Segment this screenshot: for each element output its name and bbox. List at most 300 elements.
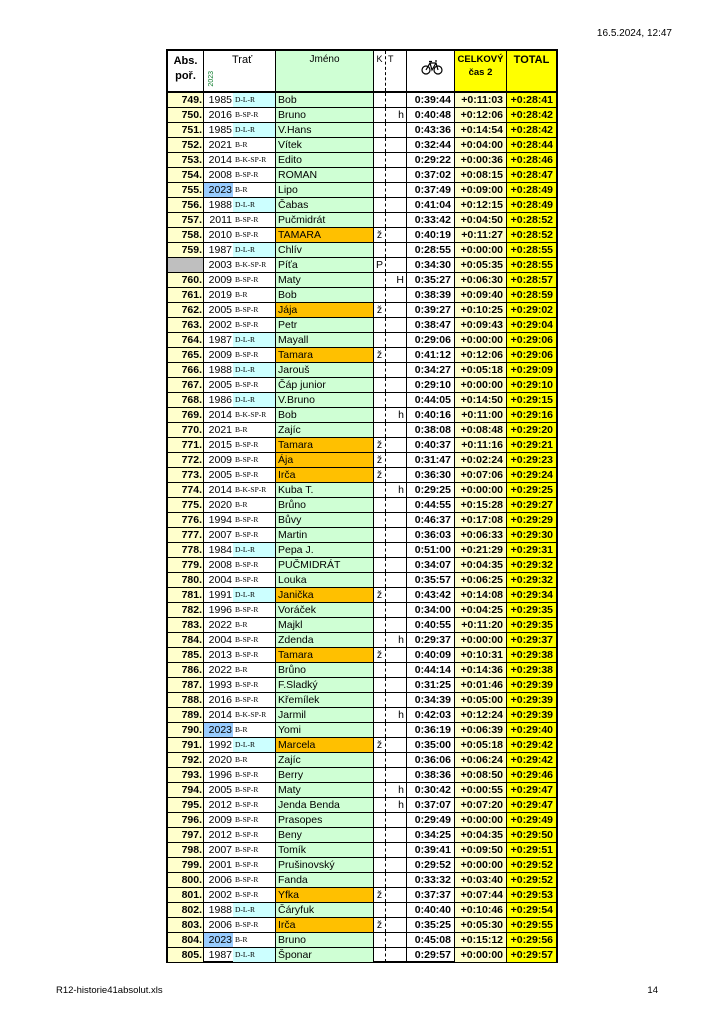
table-row <box>168 198 556 213</box>
position-cell: 753. <box>168 153 204 167</box>
celkovy-cell: +0:01:46 <box>455 678 507 692</box>
name-cell: Brůno <box>276 663 374 677</box>
name-cell: Bob <box>276 93 374 107</box>
table-row <box>168 633 556 648</box>
position-cell: 762. <box>168 303 204 317</box>
k-cell <box>374 633 386 647</box>
total-cell: +0:29:39 <box>507 708 556 722</box>
t-cell <box>386 918 407 932</box>
name-cell: Bob <box>276 288 374 302</box>
year-cell: 2009 <box>208 814 232 826</box>
year-cell: 2023 <box>204 183 233 197</box>
name-cell: Pučmidrát <box>276 213 374 227</box>
year-cell: 1985 <box>208 124 232 136</box>
year-cell: 1987 <box>208 334 232 346</box>
year-cell: 2014 <box>208 709 232 721</box>
table-row <box>168 243 556 258</box>
k-cell <box>374 138 386 152</box>
celkovy-cell: +0:10:46 <box>455 903 507 917</box>
header-total: TOTAL <box>507 51 556 91</box>
name-cell: Tamara <box>276 438 374 452</box>
name-cell: TAMARA <box>276 228 374 242</box>
t-cell <box>386 888 407 902</box>
k-cell <box>374 813 386 827</box>
t-cell <box>386 648 407 662</box>
k-cell: ž <box>374 648 386 662</box>
header-route <box>204 51 276 91</box>
time-cell: 0:37:49 <box>407 183 455 197</box>
position-cell: 775. <box>168 498 204 512</box>
position-cell: 797. <box>168 828 204 842</box>
total-cell: +0:28:42 <box>507 123 556 137</box>
k-cell <box>374 93 386 107</box>
position-cell: 786. <box>168 663 204 677</box>
k-cell <box>374 198 386 212</box>
total-cell: +0:29:20 <box>507 423 556 437</box>
position-cell: 785. <box>168 648 204 662</box>
k-cell <box>374 168 386 182</box>
t-cell <box>386 663 407 677</box>
name-cell: Maty <box>276 273 374 287</box>
t-cell <box>386 513 407 527</box>
table-row <box>168 933 556 948</box>
t-cell: h <box>386 783 407 797</box>
time-cell: 0:38:47 <box>407 318 455 332</box>
total-cell: +0:28:55 <box>507 258 556 272</box>
k-cell <box>374 783 386 797</box>
position-cell: 787. <box>168 678 204 692</box>
t-cell <box>386 303 407 317</box>
total-cell: +0:29:35 <box>507 603 556 617</box>
total-cell: +0:29:32 <box>507 558 556 572</box>
celkovy-cell: +0:14:08 <box>455 588 507 602</box>
route-cell: B-SP-R <box>233 453 276 467</box>
year-cell: 1993 <box>208 679 232 691</box>
total-cell: +0:28:42 <box>507 108 556 122</box>
time-cell: 0:30:42 <box>407 783 455 797</box>
t-cell <box>386 393 407 407</box>
name-cell: Irča <box>276 468 374 482</box>
time-cell: 0:38:39 <box>407 288 455 302</box>
table-row <box>168 123 556 138</box>
table-row <box>168 693 556 708</box>
table-row <box>168 168 556 183</box>
t-cell: h <box>386 408 407 422</box>
time-cell: 0:28:55 <box>407 243 455 257</box>
time-cell: 0:37:02 <box>407 168 455 182</box>
time-cell: 0:29:06 <box>407 333 455 347</box>
table-row <box>168 483 556 498</box>
k-cell: ž <box>374 588 386 602</box>
table-row <box>168 573 556 588</box>
total-cell: +0:29:32 <box>507 573 556 587</box>
total-cell: +0:29:09 <box>507 363 556 377</box>
k-cell <box>374 573 386 587</box>
position-cell: 766. <box>168 363 204 377</box>
route-cell: D-L-R <box>233 903 276 917</box>
celkovy-cell: +0:10:25 <box>455 303 507 317</box>
table-row <box>168 948 556 963</box>
time-cell: 0:42:03 <box>407 708 455 722</box>
time-cell: 0:51:00 <box>407 543 455 557</box>
time-cell: 0:29:25 <box>407 483 455 497</box>
celkovy-cell: +0:00:36 <box>455 153 507 167</box>
time-cell: 0:35:57 <box>407 573 455 587</box>
celkovy-cell: +0:06:25 <box>455 573 507 587</box>
total-cell: +0:28:47 <box>507 168 556 182</box>
k-cell <box>374 828 386 842</box>
total-cell: +0:29:50 <box>507 828 556 842</box>
table-row <box>168 348 556 363</box>
route-cell: B-SP-R <box>233 528 276 542</box>
k-cell <box>374 213 386 227</box>
total-cell: +0:28:59 <box>507 288 556 302</box>
position-cell: 749. <box>168 93 204 107</box>
total-cell: +0:29:16 <box>507 408 556 422</box>
year-cell: 2022 <box>208 619 232 631</box>
total-cell: +0:29:37 <box>507 633 556 647</box>
position-cell: 769. <box>168 408 204 422</box>
t-cell <box>386 243 407 257</box>
position-cell: 783. <box>168 618 204 632</box>
table-row <box>168 813 556 828</box>
header-year-note: 2023 <box>208 71 215 87</box>
time-cell: 0:44:55 <box>407 498 455 512</box>
table-row <box>168 588 556 603</box>
k-cell <box>374 543 386 557</box>
k-cell <box>374 183 386 197</box>
k-cell: ž <box>374 348 386 362</box>
celkovy-cell: +0:15:28 <box>455 498 507 512</box>
route-cell: B-R <box>233 498 276 512</box>
total-cell: +0:29:53 <box>507 888 556 902</box>
total-cell: +0:28:49 <box>507 183 556 197</box>
name-cell: Čáp junior <box>276 378 374 392</box>
time-cell: 0:29:52 <box>407 858 455 872</box>
table-row <box>168 918 556 933</box>
t-cell <box>386 933 407 947</box>
table-row <box>168 423 556 438</box>
table-row <box>168 768 556 783</box>
time-cell: 0:41:12 <box>407 348 455 362</box>
year-cell: 2005 <box>208 469 232 481</box>
time-cell: 0:29:37 <box>407 633 455 647</box>
table-row <box>168 528 556 543</box>
celkovy-cell: +0:04:00 <box>455 138 507 152</box>
year-cell: 2023 <box>204 933 233 947</box>
time-cell: 0:39:27 <box>407 303 455 317</box>
celkovy-cell: +0:12:15 <box>455 198 507 212</box>
table-row <box>168 723 556 738</box>
name-cell: Marcela <box>276 738 374 752</box>
t-cell <box>386 858 407 872</box>
t-cell <box>386 228 407 242</box>
t-cell <box>386 378 407 392</box>
name-cell: Martin <box>276 528 374 542</box>
footer-filename: R12-historie41absolut.xls <box>56 985 163 996</box>
celkovy-cell: +0:00:00 <box>455 378 507 392</box>
t-cell <box>386 903 407 917</box>
time-cell: 0:38:08 <box>407 423 455 437</box>
position-cell: 751. <box>168 123 204 137</box>
route-cell: D-L-R <box>233 393 276 407</box>
year-cell: 1986 <box>208 394 232 406</box>
year-cell: 2016 <box>208 109 232 121</box>
route-cell: B-SP-R <box>233 603 276 617</box>
name-cell: Jája <box>276 303 374 317</box>
name-cell: Čáryfuk <box>276 903 374 917</box>
k-cell <box>374 378 386 392</box>
position-cell: 784. <box>168 633 204 647</box>
name-cell: Petr <box>276 318 374 332</box>
t-cell <box>386 543 407 557</box>
celkovy-cell: +0:04:35 <box>455 558 507 572</box>
t-cell <box>386 768 407 782</box>
year-cell: 2012 <box>208 829 232 841</box>
name-cell: Bůvy <box>276 513 374 527</box>
route-cell: B-SP-R <box>233 318 276 332</box>
position-cell: 779. <box>168 558 204 572</box>
route-cell: B-SP-R <box>233 858 276 872</box>
t-cell: h <box>386 633 407 647</box>
table-row <box>168 558 556 573</box>
name-cell: Majkl <box>276 618 374 632</box>
k-cell <box>374 753 386 767</box>
year-cell: 2005 <box>208 784 232 796</box>
position-cell: 791. <box>168 738 204 752</box>
table-row <box>168 798 556 813</box>
t-cell <box>386 693 407 707</box>
year-cell: 1988 <box>208 904 232 916</box>
celkovy-cell: +0:08:50 <box>455 768 507 782</box>
time-cell: 0:40:09 <box>407 648 455 662</box>
t-cell <box>386 93 407 107</box>
t-cell <box>386 813 407 827</box>
name-cell: Mayall <box>276 333 374 347</box>
name-cell: Píťa <box>276 258 374 272</box>
k-cell <box>374 108 386 122</box>
route-cell: B-SP-R <box>233 558 276 572</box>
year-cell: 2011 <box>209 214 232 226</box>
t-cell <box>386 468 407 482</box>
name-cell: Bob <box>276 408 374 422</box>
celkovy-cell: +0:09:43 <box>455 318 507 332</box>
table-row <box>168 363 556 378</box>
t-cell <box>386 603 407 617</box>
total-cell: +0:29:23 <box>507 453 556 467</box>
total-cell: +0:29:21 <box>507 438 556 452</box>
celkovy-cell: +0:07:44 <box>455 888 507 902</box>
year-cell: 2007 <box>208 844 232 856</box>
celkovy-cell: +0:09:00 <box>455 183 507 197</box>
year-cell: 2005 <box>208 379 232 391</box>
k-cell <box>374 723 386 737</box>
table-row <box>168 273 556 288</box>
table-row <box>168 228 556 243</box>
celkovy-cell: +0:14:36 <box>455 663 507 677</box>
celkovy-cell: +0:07:06 <box>455 468 507 482</box>
table-row <box>168 663 556 678</box>
position-cell: 795. <box>168 798 204 812</box>
year-cell: 2005 <box>208 304 232 316</box>
t-cell <box>386 588 407 602</box>
k-cell <box>374 408 386 422</box>
route-cell: B-SP-R <box>233 213 276 227</box>
position-cell: 767. <box>168 378 204 392</box>
total-cell: +0:28:49 <box>507 198 556 212</box>
name-cell: V.Hans <box>276 123 374 137</box>
celkovy-cell: +0:12:06 <box>455 108 507 122</box>
table-row <box>168 453 556 468</box>
t-cell <box>386 183 407 197</box>
total-cell: +0:29:30 <box>507 528 556 542</box>
total-cell: +0:29:15 <box>507 393 556 407</box>
total-cell: +0:29:25 <box>507 483 556 497</box>
position-cell: 772. <box>168 453 204 467</box>
t-cell <box>386 153 407 167</box>
name-cell: Prušinovský <box>276 858 374 872</box>
total-cell: +0:28:57 <box>507 273 556 287</box>
celkovy-cell: +0:11:16 <box>455 438 507 452</box>
year-cell: 1984 <box>208 544 232 556</box>
time-cell: 0:37:37 <box>407 888 455 902</box>
year-cell: 2014 <box>208 484 232 496</box>
position-cell: 758. <box>168 228 204 242</box>
total-cell: +0:29:57 <box>507 948 556 962</box>
t-cell: h <box>386 483 407 497</box>
total-cell: +0:28:52 <box>507 213 556 227</box>
k-cell <box>374 243 386 257</box>
total-cell: +0:29:42 <box>507 738 556 752</box>
k-cell <box>374 948 386 962</box>
year-cell: 1987 <box>208 949 232 961</box>
total-cell: +0:29:38 <box>507 663 556 677</box>
celkovy-cell: +0:06:39 <box>455 723 507 737</box>
table-row <box>168 618 556 633</box>
route-cell: B-SP-R <box>233 573 276 587</box>
year-cell: 2009 <box>208 349 232 361</box>
route-cell: B-SP-R <box>233 873 276 887</box>
total-cell: +0:29:10 <box>507 378 556 392</box>
time-cell: 0:29:57 <box>407 948 455 962</box>
t-cell <box>386 318 407 332</box>
celkovy-cell: +0:17:08 <box>455 513 507 527</box>
t-cell <box>386 363 407 377</box>
table-body <box>168 93 556 963</box>
table-row <box>168 843 556 858</box>
year-cell: 2007 <box>208 529 232 541</box>
table-row <box>168 93 556 108</box>
k-cell <box>374 558 386 572</box>
k-cell <box>374 768 386 782</box>
route-cell: B-SP-R <box>233 168 276 182</box>
route-cell: D-L-R <box>233 243 276 257</box>
position-cell: 792. <box>168 753 204 767</box>
time-cell: 0:43:42 <box>407 588 455 602</box>
route-cell: B-R <box>233 423 276 437</box>
time-cell: 0:35:25 <box>407 918 455 932</box>
celkovy-cell: +0:11:00 <box>455 408 507 422</box>
position-cell: 756. <box>168 198 204 212</box>
name-cell: Zajíc <box>276 753 374 767</box>
celkovy-cell: +0:06:24 <box>455 753 507 767</box>
route-cell: D-L-R <box>233 123 276 137</box>
route-cell: B-SP-R <box>233 783 276 797</box>
time-cell: 0:36:03 <box>407 528 455 542</box>
celkovy-cell: +0:04:50 <box>455 213 507 227</box>
time-cell: 0:29:49 <box>407 813 455 827</box>
route-cell: B-SP-R <box>233 108 276 122</box>
table-row <box>168 513 556 528</box>
t-cell: h <box>386 798 407 812</box>
name-cell: V.Bruno <box>276 393 374 407</box>
total-cell: +0:28:44 <box>507 138 556 152</box>
route-cell: B-SP-R <box>233 513 276 527</box>
year-cell: 2004 <box>208 634 232 646</box>
k-cell <box>374 153 386 167</box>
position-cell: 757. <box>168 213 204 227</box>
table-row <box>168 738 556 753</box>
table-row <box>168 783 556 798</box>
year-cell: 2015 <box>208 439 232 451</box>
year-cell: 1994 <box>208 514 232 526</box>
route-cell: B-SP-R <box>233 273 276 287</box>
table-header <box>168 51 556 93</box>
total-cell: +0:29:29 <box>507 513 556 527</box>
route-cell: B-K-SP-R <box>233 708 276 722</box>
time-cell: 0:29:10 <box>407 378 455 392</box>
celkovy-cell: +0:00:00 <box>455 483 507 497</box>
k-cell <box>374 903 386 917</box>
k-cell <box>374 858 386 872</box>
celkovy-cell: +0:00:00 <box>455 633 507 647</box>
k-cell: ž <box>374 303 386 317</box>
time-cell: 0:41:04 <box>407 198 455 212</box>
name-cell: Yomi <box>276 723 374 737</box>
route-cell: B-SP-R <box>233 693 276 707</box>
table-row <box>168 678 556 693</box>
t-cell <box>386 738 407 752</box>
year-cell: 2021 <box>208 424 232 436</box>
year-cell: 2020 <box>208 754 232 766</box>
t-cell <box>386 828 407 842</box>
header-t: T <box>386 51 407 91</box>
table-row <box>168 288 556 303</box>
position-cell: 790. <box>168 723 204 737</box>
k-cell <box>374 273 386 287</box>
year-cell: 2012 <box>208 799 232 811</box>
table-row <box>168 408 556 423</box>
year-cell: 2019 <box>208 289 232 301</box>
position-cell: 764. <box>168 333 204 347</box>
footer-page-number: 14 <box>647 985 658 996</box>
year-cell: 2008 <box>208 559 232 571</box>
table-row <box>168 753 556 768</box>
t-cell <box>386 528 407 542</box>
t-cell <box>386 438 407 452</box>
table-row <box>168 858 556 873</box>
k-cell <box>374 843 386 857</box>
position-cell: 801. <box>168 888 204 902</box>
t-cell <box>386 753 407 767</box>
route-cell: B-R <box>233 618 276 632</box>
position-cell: 776. <box>168 513 204 527</box>
position-cell: 755. <box>168 183 204 197</box>
k-cell: ž <box>374 453 386 467</box>
year-cell: 2023 <box>204 723 233 737</box>
total-cell: +0:29:51 <box>507 843 556 857</box>
header-name: Jméno <box>276 51 374 91</box>
